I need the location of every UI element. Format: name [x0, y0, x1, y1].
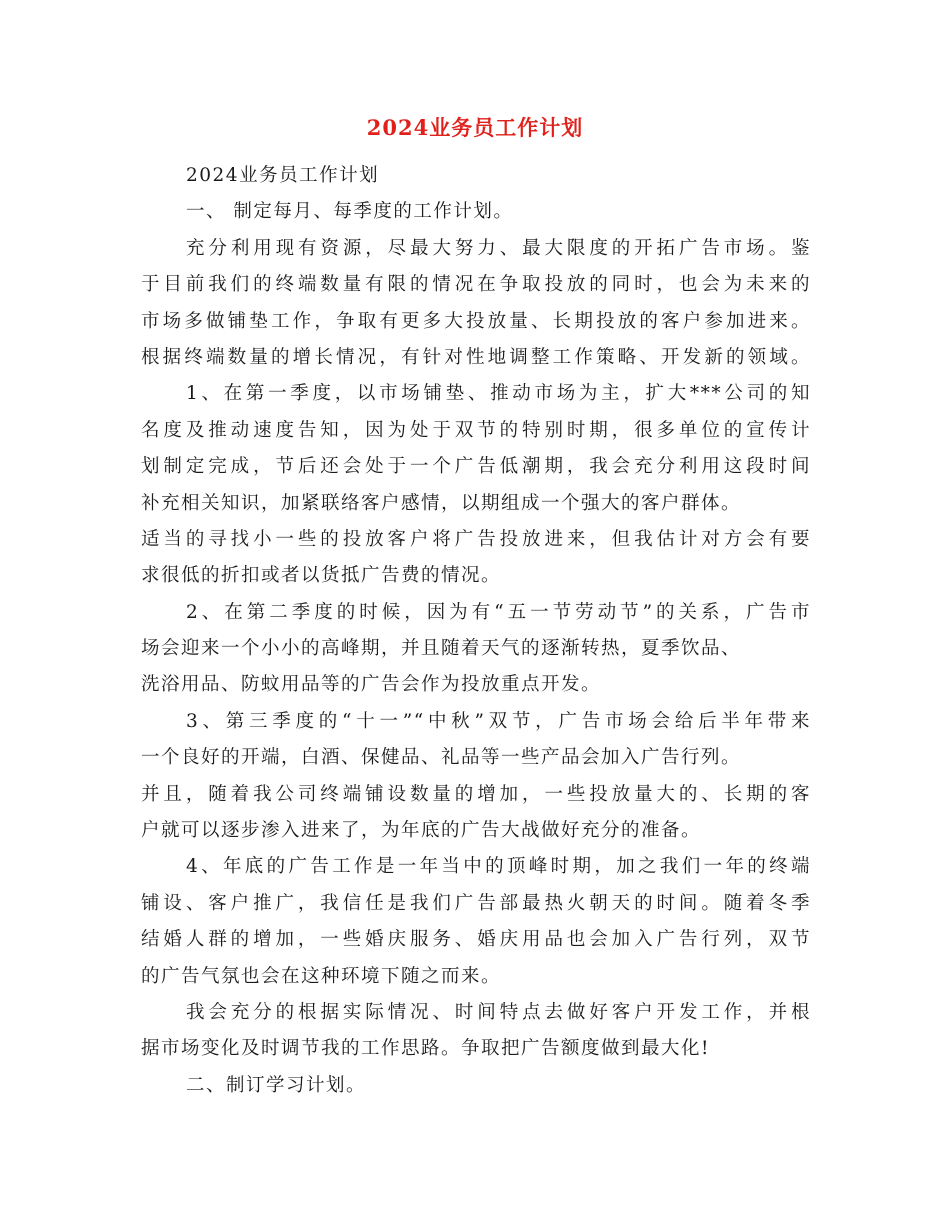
- text-line: 的广告气氛也会在这种环境下随之而来。: [141, 965, 502, 987]
- text-line: 一、 制定每月、每季度的工作计划。: [186, 201, 514, 223]
- text-line: 补充相关知识，加紧联络客户感情，以期组成一个强大的客户群体。: [141, 492, 742, 514]
- text-line: 2、在第二季度的时候，因为有“五一节劳动节”的关系，广告市: [186, 601, 811, 623]
- text-line: 2024业务员工作计划: [186, 165, 380, 186]
- document-body: [141, 160, 811, 1106]
- document-title: 2024业务员工作计划: [366, 115, 584, 140]
- text-line: 铺设、客户推广，我信任是我们广告部最热火朝天的时间。随着冬季: [141, 892, 811, 914]
- text-line: 结婚人群的增加，一些婚庆服务、婚庆用品也会加入广告行列，双节: [141, 929, 811, 951]
- text-line: 充分利用现有资源，尽最大努力、最大限度的开拓广告市场。鉴: [186, 237, 811, 259]
- text-line: 4、年底的广告工作是一年当中的顶峰时期，加之我们一年的终端: [186, 856, 811, 878]
- text-line: 1、在第一季度，以市场铺垫、推动市场为主，扩大***公司的知: [186, 383, 811, 405]
- text-line: 于目前我们的终端数量有限的情况在争取投放的同时，也会为未来的: [141, 274, 811, 296]
- text-line: 3、第三季度的“十一”“中秋”双节，广告市场会给后半年带来: [186, 710, 811, 732]
- text-line: 我会充分的根据实际情况、时间特点去做好客户开发工作，并根: [186, 1001, 811, 1023]
- text-line: 据市场变化及时调节我的工作思路。争取把广告额度做到最大化!: [141, 1038, 710, 1060]
- text-line: 场会迎来一个小小的高峰期，并且随着天气的逐渐转热，夏季饮品、: [141, 638, 742, 660]
- text-line: 名度及推动速度告知，因为处于双节的特别时期，很多单位的宣传计: [141, 419, 811, 441]
- text-line: 求很低的折扣或者以货抵广告费的情况。: [141, 565, 502, 587]
- text-line: 二、制订学习计划。: [186, 1074, 367, 1096]
- text-line: 一个良好的开端，白酒、保健品、礼品等一些产品会加入广告行列。: [141, 747, 742, 769]
- text-line: 适当的寻找小一些的投放客户将广告投放进来，但我估计对方会有要: [141, 528, 811, 550]
- text-line: 户就可以逐步渗入进来了，为年底的广告大战做好充分的准备。: [141, 820, 702, 842]
- text-line: 划制定完成，节后还会处于一个广告低潮期，我会充分利用这段时间: [141, 456, 811, 478]
- text-line: 市场多做铺垫工作，争取有更多大投放量、长期投放的客户参加进来。: [141, 310, 811, 332]
- text-line: 洗浴用品、防蚊用品等的广告会作为投放重点开发。: [141, 674, 602, 696]
- text-line: 根据终端数量的增长情况，有针对性地调整工作策略、开发新的领域。: [141, 346, 811, 368]
- text-line: 并且，随着我公司终端铺设数量的增加，一些投放量大的、长期的客: [141, 783, 811, 805]
